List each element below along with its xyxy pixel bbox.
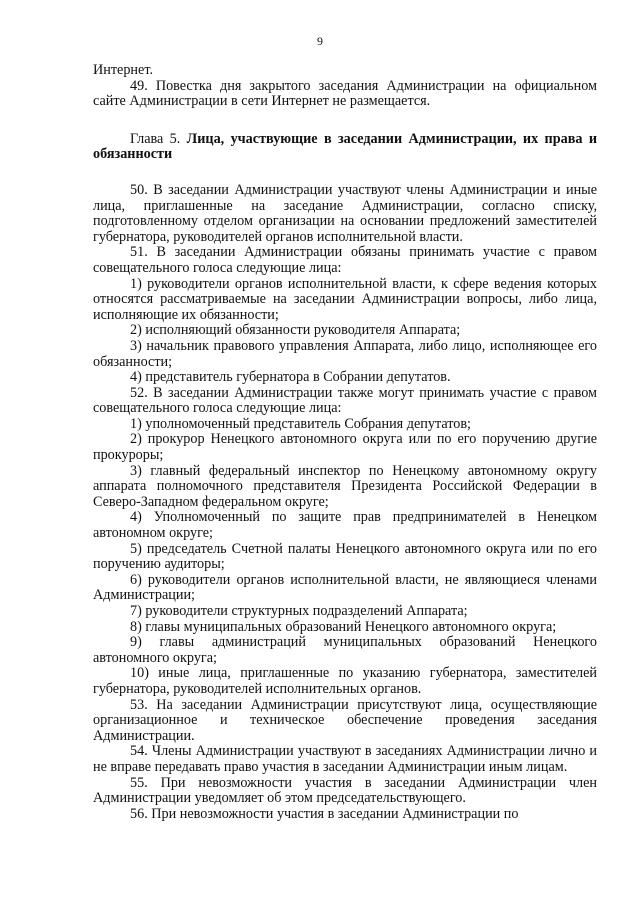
list-item: 2) исполняющий обязанности руководителя Аппарата;	[130, 322, 461, 339]
list-item: 8) главы муниципальных образований Ненецкого автономного округа;	[130, 618, 557, 635]
paragraph-56: 56. При невозможности участия в заседании Администрации по	[130, 805, 519, 822]
list-item: 2) прокурор Ненецкого автономного округа или по его поручению другие прокуроры;	[93, 431, 597, 464]
paragraph-53: 53. На заседании Администрации присутствуют лица, осуществляющие организационное и техническое обеспечение проведения заседания Администрации.	[93, 696, 597, 744]
list-item: 5) председатель Счетной палаты Ненецкого автономного округа или по его поручению аудиторы;	[93, 540, 597, 573]
list-item: 4) представитель губернатора в Собрании депутатов.	[130, 369, 451, 386]
list-item: 1) руководители органов исполнительной власти, к сфере ведения которых относятся рассматриваемые на заседании Администрации вопросы, либо лица, исполняющие их обязанности;	[93, 275, 597, 323]
list-item: 3) начальник правового управления Аппарата, либо лицо, исполняющее его обязанности;	[93, 337, 597, 370]
chapter-number: Глава 5.	[130, 130, 187, 147]
list-item: 9) главы администраций муниципальных образований Ненецкого автономного округа;	[93, 634, 597, 666]
paragraph-50: 50. В заседании Администрации участвуют члены Администрации и иные лица, приглашенные на заседание Администрации, согласно списку, подготовленному отделом организации на основании предложений заместителей губернатора, руководителей органов исполнительной власти.	[93, 181, 597, 245]
list-item: 3) главный федеральный инспектор по Ненецкому автономному округу аппарата полномочного представителя Президента Российской Федерации в Северо-Западном федеральном округе;	[93, 462, 597, 510]
document-body	[93, 63, 597, 822]
page-number: 9	[317, 34, 323, 48]
list-item: 1) уполномоченный представитель Собрания депутатов;	[130, 415, 471, 432]
chapter-title: Лица, участвующие в заседании Администрации, их права и обязанности	[93, 130, 597, 163]
list-item: 7) руководители структурных подразделений Аппарата;	[130, 603, 468, 619]
list-item: 10) иные лица, приглашенные по указанию губернатора, заместителей губернатора, руководителей исполнительных органов.	[93, 665, 597, 697]
paragraph-internet-tail: Интернет.	[93, 62, 153, 78]
paragraph-52: 52. В заседании Администрации также могут принимать участие с правом совещательного голоса следующие лица:	[93, 384, 597, 417]
paragraph-51: 51. В заседании Администрации обязаны принимать участие с правом совещательного голоса следующие лица:	[93, 244, 597, 276]
list-item: 6) руководители органов исполнительной власти, не являющиеся членами Администрации;	[93, 571, 597, 604]
list-item: 4) Уполномоченный по защите прав предпринимателей в Ненецком автономном округе;	[93, 509, 597, 542]
paragraph-54: 54. Члены Администрации участвуют в заседаниях Администрации лично и не вправе передавать право участия в заседании Администрации иным лицам.	[93, 743, 597, 775]
paragraph-55: 55. При невозможности участия в заседании Администрации член Администрации уведомляет об этом председательствующего.	[93, 774, 597, 807]
paragraph-49: 49. Повестка дня закрытого заседания Администрации на официальном сайте Администрации в сети Интернет не размещается.	[93, 77, 597, 110]
chapter-heading	[93, 132, 597, 163]
